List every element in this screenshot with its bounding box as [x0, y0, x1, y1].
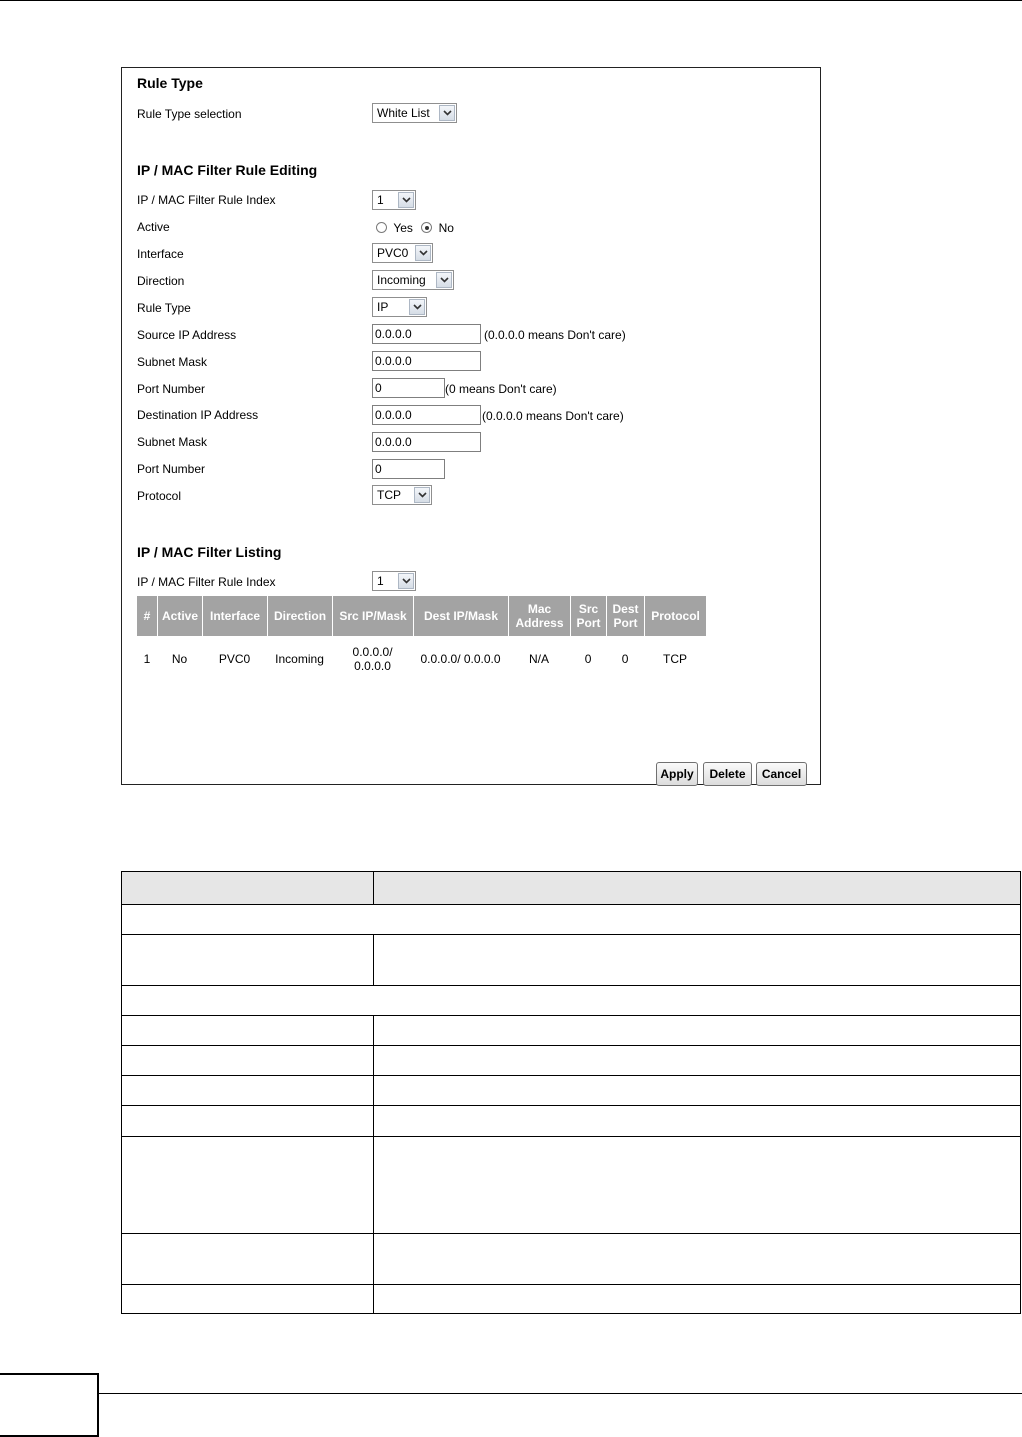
filter-listing-table — [137, 596, 706, 682]
page-number-box — [0, 1373, 99, 1437]
apply-button[interactable]: Apply — [656, 762, 698, 786]
table-cell: Incoming — [275, 652, 324, 666]
active-radio-group — [376, 221, 454, 235]
rule-type-selection-value: White List — [377, 106, 430, 120]
rule-type-selection-dropdown[interactable] — [372, 103, 457, 123]
rule-type-value: IP — [377, 300, 389, 314]
cancel-button[interactable]: Cancel — [756, 762, 807, 786]
listing-rule-index-dropdown[interactable] — [372, 571, 416, 591]
footer-rule — [99, 1393, 1022, 1394]
table-cell: 0.0.0.0/ 0.0.0.0 — [352, 645, 393, 673]
destination-subnet-mask-input[interactable]: 0.0.0.0 — [372, 432, 481, 452]
delete-button[interactable]: Delete — [703, 762, 752, 786]
interface-dropdown[interactable] — [372, 243, 433, 263]
chevron-down-icon — [409, 299, 425, 315]
doc-table-header-row — [121, 871, 1021, 905]
header-rule — [0, 0, 1022, 1]
destination-port-input[interactable]: 0 — [372, 459, 445, 479]
table-row — [137, 636, 706, 682]
listing-rule-index-label: IP / MAC Filter Rule Index — [137, 575, 276, 589]
table-cell: 0 — [584, 652, 592, 666]
rule-type-dropdown[interactable] — [372, 297, 427, 317]
column-header: Dest Port — [606, 596, 644, 636]
doc-table-row — [121, 1137, 1021, 1234]
table-cell: 0.0.0.0/ 0.0.0.0 — [420, 652, 501, 666]
destination-port-label: Port Number — [137, 462, 206, 476]
rule-editing-title: IP / MAC Filter Rule Editing — [137, 162, 318, 178]
table-cell: 0 — [621, 652, 629, 666]
rule-type-label: Rule Type — [137, 301, 191, 315]
table-cell: 1 — [143, 652, 151, 666]
destination-ip-hint: (0.0.0.0 means Don't care) — [482, 409, 624, 423]
rule-index-value: 1 — [377, 193, 384, 207]
source-ip-hint: (0.0.0.0 means Don't care) — [484, 328, 626, 342]
filter-listing-header-row — [137, 596, 706, 636]
chevron-down-icon — [436, 272, 452, 288]
active-no-radio[interactable] — [421, 222, 432, 233]
table-cell: TCP — [663, 652, 688, 666]
rule-type-title: Rule Type — [137, 75, 203, 91]
protocol-dropdown[interactable] — [372, 485, 432, 505]
doc-table-row — [121, 935, 1021, 986]
source-port-input[interactable]: 0 — [372, 378, 445, 398]
doc-table-row — [121, 1046, 1021, 1076]
chevron-down-icon — [398, 192, 414, 208]
source-subnet-mask-label: Subnet Mask — [137, 355, 208, 369]
direction-dropdown[interactable] — [372, 270, 454, 290]
column-header: Dest IP/Mask — [413, 596, 508, 636]
table-cell: PVC0 — [218, 652, 251, 666]
rule-index-label: IP / MAC Filter Rule Index — [137, 193, 276, 207]
destination-ip-label: Destination IP Address — [137, 408, 259, 422]
destination-subnet-mask-label: Subnet Mask — [137, 435, 208, 449]
active-yes-label: Yes — [393, 221, 413, 235]
ip-mac-filter-panel — [121, 67, 821, 785]
doc-table-section-row — [121, 986, 1021, 1016]
source-port-label: Port Number — [137, 382, 206, 396]
interface-value: PVC0 — [377, 246, 409, 260]
column-header: Mac Address — [508, 596, 570, 636]
source-port-hint: (0 means Don't care) — [445, 382, 557, 396]
rule-type-selection-label: Rule Type selection — [137, 107, 242, 121]
doc-table-row — [121, 1234, 1021, 1285]
active-no-label: No — [438, 221, 454, 235]
doc-table-row — [121, 1016, 1021, 1046]
table-cell: No — [171, 652, 188, 666]
source-ip-label: Source IP Address — [137, 328, 237, 342]
chevron-down-icon — [414, 487, 430, 503]
listing-rule-index-value: 1 — [377, 574, 384, 588]
protocol-label: Protocol — [137, 489, 182, 503]
column-header: Interface — [202, 596, 267, 636]
protocol-value: TCP — [377, 488, 401, 502]
column-header: Src IP/Mask — [332, 596, 413, 636]
source-ip-input[interactable]: 0.0.0.0 — [372, 324, 481, 344]
active-yes-radio[interactable] — [376, 222, 387, 233]
column-header: Src Port — [570, 596, 606, 636]
doc-table-section-row — [121, 905, 1021, 935]
doc-table-row — [121, 1106, 1021, 1137]
table-cell: N/A — [529, 652, 550, 666]
column-header: Protocol — [644, 596, 706, 636]
column-header: # — [137, 596, 157, 636]
destination-ip-input[interactable]: 0.0.0.0 — [372, 405, 481, 425]
direction-value: Incoming — [377, 273, 426, 287]
source-subnet-mask-input[interactable]: 0.0.0.0 — [372, 351, 481, 371]
direction-label: Direction — [137, 274, 185, 288]
doc-table-row — [121, 1076, 1021, 1106]
filter-listing-title: IP / MAC Filter Listing — [137, 544, 282, 560]
column-header: Active — [157, 596, 202, 636]
chevron-down-icon — [439, 105, 455, 121]
chevron-down-icon — [398, 573, 414, 589]
rule-index-dropdown[interactable] — [372, 190, 416, 210]
active-label: Active — [137, 220, 170, 234]
column-header: Direction — [267, 596, 332, 636]
chevron-down-icon — [415, 245, 431, 261]
doc-table-row — [121, 1285, 1021, 1314]
interface-label: Interface — [137, 247, 184, 261]
